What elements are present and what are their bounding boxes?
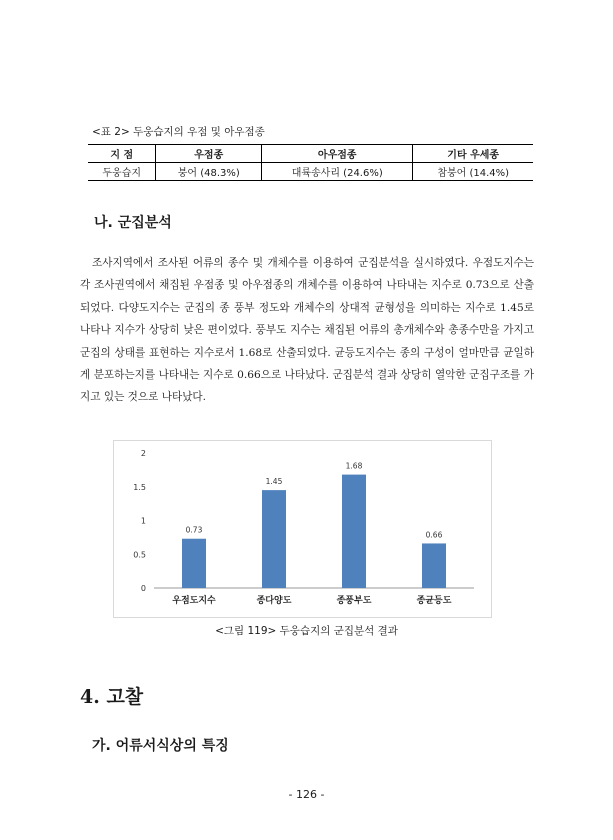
data-label: 1.68 [345, 461, 363, 471]
bar [182, 539, 206, 588]
bar [262, 490, 286, 588]
y-tick-label: 0 [140, 584, 146, 593]
header-other: 기타 우세종 [413, 145, 533, 163]
cell-other: 참붕어 (14.4%) [437, 168, 510, 179]
page-number: - 126 - [288, 788, 325, 801]
cell-subdominant: 대륙송사리 (24.6%) [262, 163, 413, 181]
body-paragraph: 조사지역에서 조사된 어류의 종수 및 개체수를 이용하여 군집분석을 실시하였다. 우점도지수는 각 조사권역에서 채집된 우점종 및 아우점종의 개체수를 이용하여 나타내는 지수로 0.73으로 산출되었다. 다양도지수는 군집의 종 풍부 정도와 개체수의 상대적 균형성을 의미하는 지수로 1.45로 나타나 지수가 상당히 낮은 편이었다. 풍부도 지수는 채집된 어류의 총개체수와 총종수만을 가지고 군집의 상태를 표현하는 지수로서 1.68로 산출되었다. 균등도지수는 종의 구성이 얼마만큼 균일하게 분포하는지를 나타내는 지수로 0.66으로 나타났다. 군집분석 결과 상당히 열악한 군집구조를 가지고 있는 것으로 나타났다. [80, 257, 534, 404]
cell-dominant: 붕어 (48.3%) [156, 163, 262, 181]
bar [342, 475, 366, 588]
x-category-label: 종균등도 [416, 596, 452, 606]
y-tick-label: 1 [140, 516, 146, 526]
y-tick-label: 0.5 [133, 550, 146, 560]
data-label: 0.66 [425, 530, 443, 540]
y-tick-label: 2 [140, 449, 146, 458]
table-header-row [88, 145, 533, 163]
section-heading: 나. 군집분석 [94, 215, 172, 231]
chapter-heading: 4. 고찰 [80, 686, 144, 708]
header-dominant: 우점종 [156, 145, 262, 163]
data-label: 0.73 [185, 525, 203, 535]
chart-svg [114, 441, 491, 617]
data-label: 1.45 [265, 477, 283, 487]
x-category-label: 우점도지수 [172, 596, 216, 606]
dominant-species-table [88, 144, 533, 181]
bar [422, 543, 446, 588]
x-category-label: 종풍부도 [336, 596, 372, 606]
table-caption: <표 2> 두웅습지의 우점 및 아우점종 [92, 126, 265, 138]
y-tick-label: 1.5 [133, 482, 146, 492]
header-subdominant: 아우점종 [262, 145, 413, 163]
x-category-label: 종다양도 [256, 596, 292, 606]
community-analysis-chart [113, 440, 492, 618]
subsection-heading: 가. 어류서식상의 특징 [92, 738, 229, 754]
header-site: 지 점 [88, 145, 156, 163]
figure-caption: <그림 119> 두웅습지의 군집분석 결과 [215, 625, 398, 637]
table-row [88, 163, 533, 181]
cell-site: 두웅습지 [88, 163, 156, 181]
